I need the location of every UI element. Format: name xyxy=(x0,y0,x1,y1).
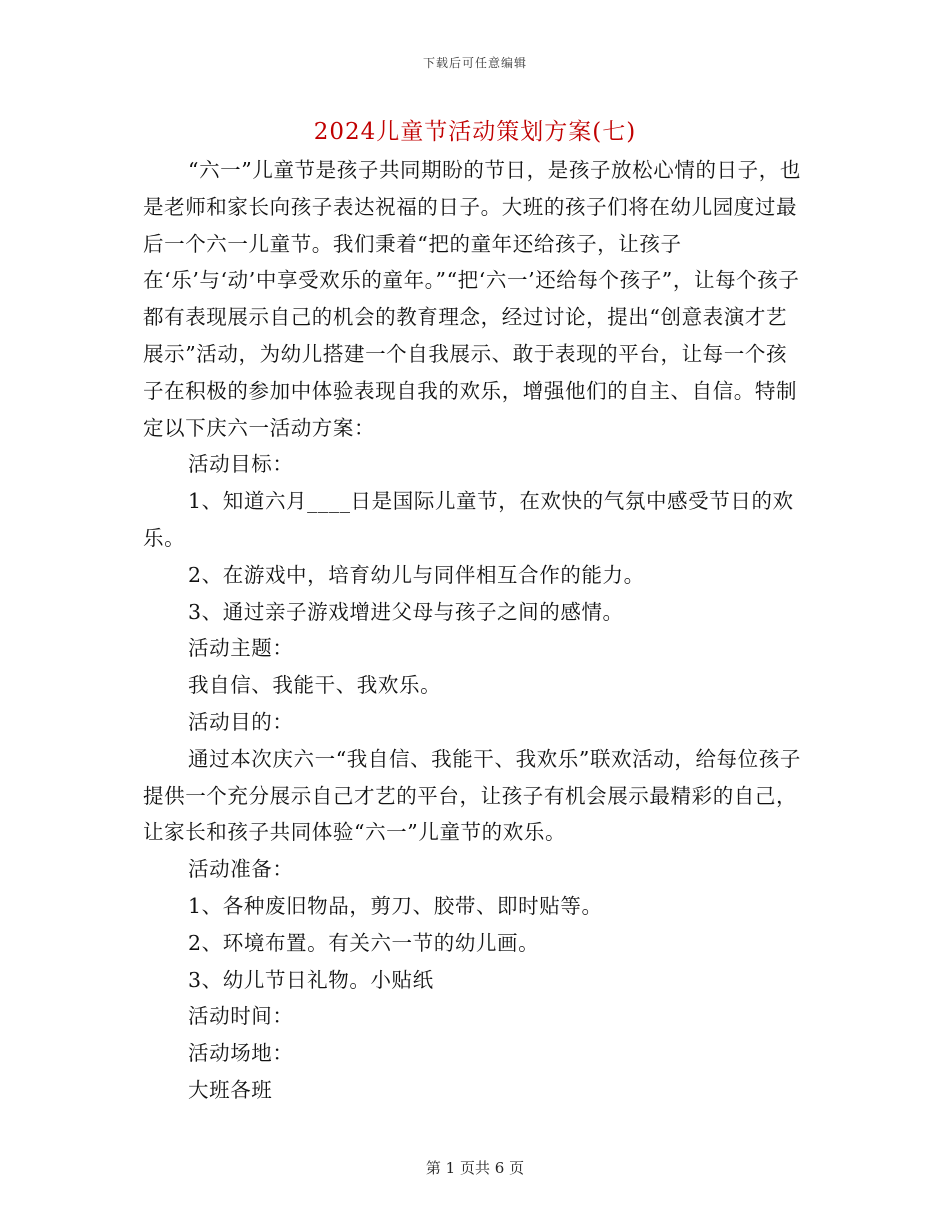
section-heading-venue: 活动场地： xyxy=(188,1041,294,1066)
page-header-note: 下载后可任意编辑 xyxy=(422,56,527,70)
preparation-item-1: 1、各种废旧物品，剪刀、胶带、即时贴等。 xyxy=(188,893,603,918)
preparation-item-3: 3、幼儿节日礼物。小贴纸 xyxy=(188,967,434,992)
document-title: 2024儿童节活动策划方案(七) xyxy=(313,119,637,145)
goal-item-2: 2、在游戏中，培育幼儿与同伴相互合作的能力。 xyxy=(188,562,645,587)
section-heading-purpose: 活动目的： xyxy=(188,709,294,734)
page-footer: 第 1 页共 6 页 xyxy=(425,1159,525,1177)
document-body xyxy=(143,152,808,1109)
theme-text: 我自信、我能干、我欢乐。 xyxy=(188,673,442,698)
section-heading-preparation: 活动准备： xyxy=(188,857,294,882)
preparation-item-2: 2、环境布置。有关六一节的幼儿画。 xyxy=(188,930,540,955)
venue-text: 大班各班 xyxy=(188,1077,273,1102)
goal-item-3: 3、通过亲子游戏增进父母与孩子之间的感情。 xyxy=(188,599,624,624)
section-heading-theme: 活动主题： xyxy=(188,636,294,661)
purpose-paragraph: 通过本次庆六一“我自信、我能干、我欢乐”联欢活动，给每位孩子提供一个充分展示自己才艺的平台，让孩子有机会展示最精彩的自己，让家长和孩子共同体验“六一”儿童节的欢乐。 xyxy=(143,746,801,845)
section-heading-time: 活动时间： xyxy=(188,1004,294,1029)
section-heading-goals: 活动目标： xyxy=(188,452,294,477)
goal-item-1: 1、知道六月____日是国际儿童节，在欢快的气氛中感受节日的欢乐。 xyxy=(143,489,794,550)
intro-paragraph: “六一”儿童节是孩子共同期盼的节日，是孩子放松心情的日子，也是老师和家长向孩子表达祝福的日子。大班的孩子们将在幼儿园度过最后一个六一儿童节。我们秉着“把的童年还给孩子，让孩子在‘乐’与‘动’中享受欢乐的童年。”“把‘六一’还给每个孩子”，让每个孩子都有表现展示自己的机会的教育理念，经过讨论，提出“创意表演才艺展示”活动，为幼儿搭建一个自我展示、敢于表现的平台，让每一个孩子在积极的参加中体验表现自我的欢乐，增强他们的自主、自信。特制定以下庆六一活动方案： xyxy=(143,158,801,440)
